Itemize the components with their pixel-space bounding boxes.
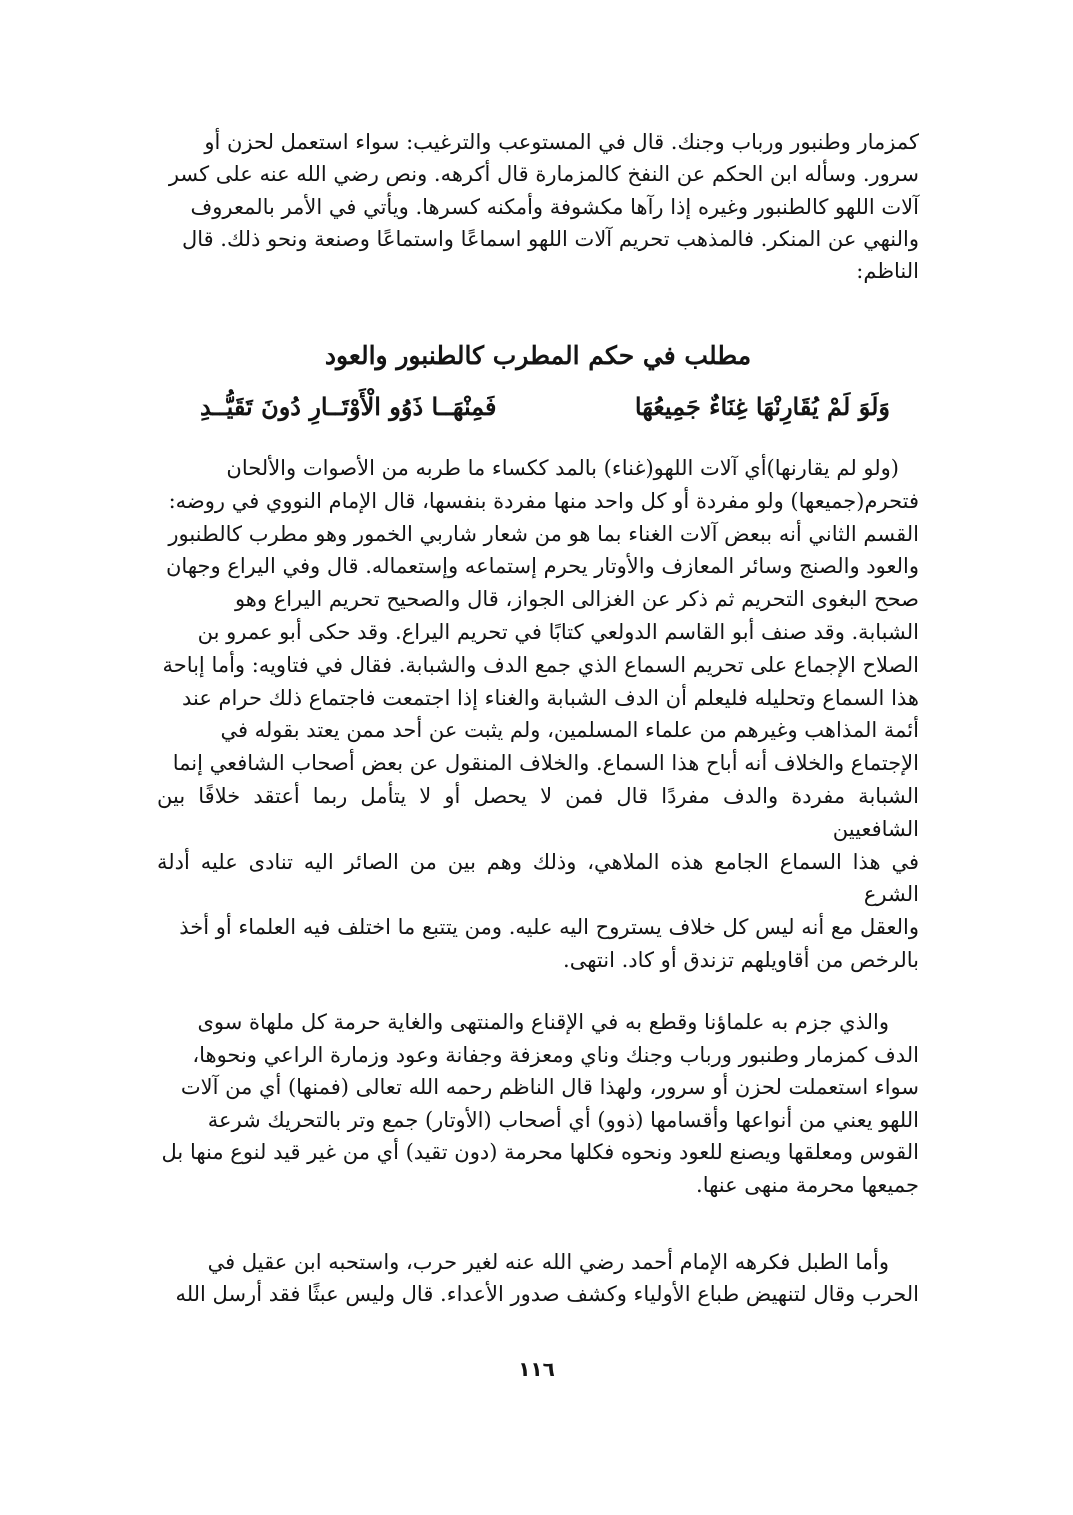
text-line: بالرخص من أقاويلهم تزندق أو كاد. انتهى.: [563, 947, 919, 972]
text-line: الناظم:: [856, 259, 919, 284]
text-line: الحرب وقال لتنهيض طباع الأولياء وكشف صدور الأعداء. قال وليس عبثًا فقد أرسل الله: [175, 1282, 919, 1306]
text-line: الشبابة مفردة والدف مفردًا قال فمن لا يحصل أو لا يتأمل ربما أعتقد خلافًا بين الشافعيين: [157, 783, 919, 841]
text-line: جميعها محرمة منهى عنها.: [696, 1172, 919, 1197]
text-line: والذي جزم به علماؤنا وقطع به في الإقناع والمنتهى والغاية حرمة كل ملهاة سوى: [197, 1010, 889, 1034]
text-line: أئمة المذاهب وغيرهم من علماء المسلمين، ولم يثبت عن أحد ممن يعتد بقوله في: [220, 718, 919, 743]
verse-first-hemistich: وَلَوَ لَمْ يُقَارِنْهَا غِنَاءٌ جَمِيعُهَا: [634, 392, 890, 421]
paragraph-3: [157, 1006, 919, 1201]
text-line: الصلاح الإجماع على تحريم السماع الذي جمع الدف والشبابة. فقال في فتاويه: وأما إباحة: [162, 652, 919, 677]
text-line: الإجتماع والخلاف أنه أباح هذا السماع. والخلاف المنقول عن بعض أصحاب الشافعي إنما: [172, 751, 919, 776]
poem-verse: [200, 385, 890, 429]
text-line: وأما الطبل فكرهه الإمام أحمد رضي الله عنه لغير حرب، واستحبه ابن عقيل في: [207, 1250, 889, 1274]
text-line: (ولو لم يقارنها)أي آلات اللهو(غناء) بالمد ككساء ما طربه من الأصوات والألحان: [226, 456, 899, 480]
text-line: والنهي عن المنكر. فالمذهب تحريم آلات اللهو اسماعًا واستماعًا وصنعة ونحو ذلك. قال: [181, 226, 919, 251]
text-line: والعقل مع أنه ليس كل خلاف يستروح اليه عليه. ومن يتتبع ما اختلف فيه العلماء أو أخذ: [179, 915, 919, 940]
section-heading: مطلب في حكم المطرب كالطنبور والعود: [324, 341, 752, 370]
page-number: ١١٦: [518, 1357, 555, 1381]
text-line: هذا السماع وتحليله فليعلم أن الدف الشبابة والغناء إذا اجتمعت فاجتماع ذلك حرام عند: [181, 685, 919, 710]
text-line: كمزمار وطنبور ورباب وجنك. قال في المستوعب والترغيب: سواء استعمل لحزن أو: [204, 130, 919, 154]
text-line: فتحرم(جميعها) ولو مفردة أو كل واحد منها مفردة بنفسها، قال الإمام النووي في روضه:: [168, 488, 919, 513]
text-line: اللهو يعني من أنواعها وأقسامها (ذوو) أي أصحاب (الأوتار) جمع وتر بالتحريك شرعة: [207, 1107, 919, 1132]
text-line: الدف كمزمار وطنبور ورباب وجنك وناي ومعزفة وجفانة وعود وزمارة الراعي ونحوها،: [192, 1042, 919, 1067]
text-line: الشبابة. وقد صنف أبو القاسم الدولعي كتابًا في تحريم اليراع. وقد حكى أبو عمرو بن: [197, 619, 919, 644]
text-line: القسم الثاني أنه ببعض آلات الغناء بما هو من شعار شاربي الخمور وهو مطرب كالطنبور: [168, 521, 919, 546]
text-line: صحح البغوى التحريم ثم ذكر عن الغزالى الجواز، قال والصحيح تحريم اليراع وهو: [234, 587, 919, 612]
text-line: آلات اللهو كالطنبور وغيره إذا رآها مكشوفة وأمكنه كسرها. ويأتي في الأمر بالمعروف: [190, 194, 919, 219]
paragraph-1: [157, 126, 919, 287]
text-line: والعود والصنج وسائر المعازف والأوتار يحرم إستماعه وإستعماله. قال وفي اليراع وجهان: [166, 554, 919, 579]
text-line: في هذا السماع الجامع هذه الملاهي، وذلك وهم بين من الصائر اليه تنادى عليه أدلة الشرع: [157, 849, 919, 907]
text-line: سواء استعملت لحزن أو سرور، ولهذا قال الناظم رحمه الله تعالى (فمنها) أي من آلات: [180, 1075, 919, 1099]
paragraph-4: [157, 1246, 919, 1310]
text-line: القوس ومعلقها ويصنع للعود ونحوه فكلها محرمة (دون تقيد) أي من غير قيد لنوع منها بل: [161, 1140, 919, 1164]
verse-second-hemistich: فَمِنْهَــا ذَوُو الْأَوْتَــارِ دُونَ تَقَيُّــدِ: [200, 392, 497, 421]
paragraph-2: [157, 452, 919, 977]
text-line: سرور. وسأله ابن الحكم عن النفخ كالمزمارة قال أكرهه. ونص رضي الله عنه على كسر: [168, 162, 919, 187]
